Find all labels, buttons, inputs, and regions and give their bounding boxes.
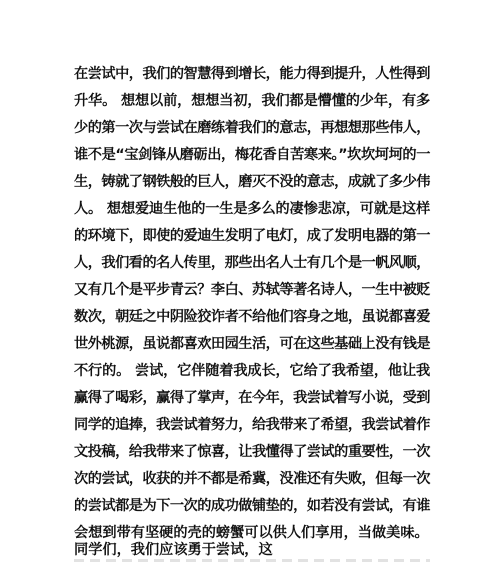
text-line: 在尝试中，我们的智慧得到增长，能力得到提升，人性得到 [74, 66, 430, 82]
text-line-last: 同学们，我们应该勇于尝试，这 [74, 542, 273, 558]
text-line: 数次，朝廷之中阴险狡诈者不给他们容身之地，虽说都喜爱 [74, 309, 430, 325]
text-line: 人。 想想爱迪生他的一生是多么的凄惨悲凉，可就是这样 [74, 201, 430, 217]
text-line: 少的第一次与尝试在磨练着我们的意志，再想想那些伟人， [74, 120, 430, 136]
text-line: 生，铸就了钢铁般的巨人，磨灭不没的意志，成就了多少伟 [74, 174, 430, 190]
text-line: 又有几个是平步青云？李白、苏轼等著名诗人，一生中被贬 [74, 282, 430, 298]
text-line: 赢得了喝彩，赢得了掌声，在今年，我尝试着写小说，受到 [74, 390, 430, 406]
text-line: 不行的。 尝试，它伴随着我成长，它给了我希望，他让我 [74, 363, 430, 379]
text-line: 会想到带有坚硬的壳的螃蟹可以供人们享用，当做美味。 [74, 525, 429, 541]
text-line: 同学的追捧，我尝试着努力，给我带来了希望，我尝试着作 [74, 417, 430, 433]
text-line: 谁不是“宝剑锋从磨砺出，梅花香自苦寒来。”坎坎坷坷的一 [74, 147, 430, 163]
text-line: 人，我们看的名人传里，那些出名人士有几个是一帆风顺， [74, 255, 430, 271]
text-line: 世外桃源，虽说都喜欢田园生活，可在这些基础上没有钱是 [74, 336, 430, 352]
text-line: 的环境下，即使的爱迪生发明了电灯，成了发明电器的第一 [74, 228, 430, 244]
text-line: 的尝试都是为下一次的成功做铺垫的，如若没有尝试，有谁 [74, 498, 430, 514]
cut-off-line-fragment [74, 556, 430, 565]
text-line: 升华。 想想以前，想想当初，我们都是懵懂的少年，有多 [74, 93, 430, 109]
text-line: 次的尝试，收获的并不都是希冀，没准还有失败，但每一次 [74, 471, 430, 487]
text-line: 文投稿，给我带来了惊喜，让我懂得了尝试的重要性，一次 [74, 444, 430, 460]
